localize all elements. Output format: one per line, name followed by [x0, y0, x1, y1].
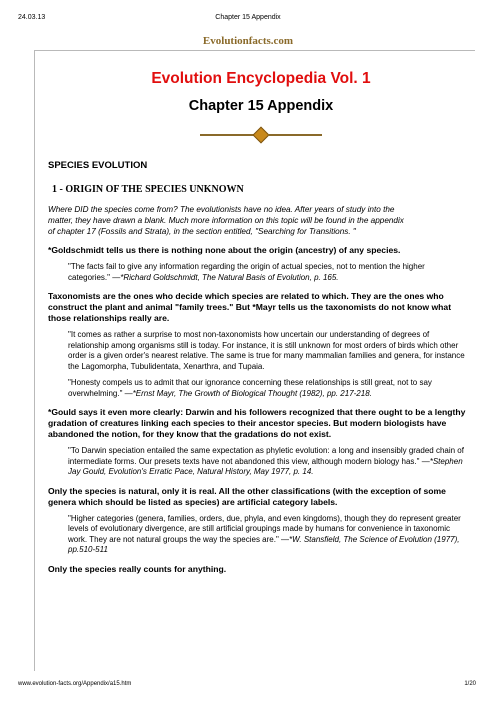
- divider-line-right: [268, 134, 322, 136]
- site-name[interactable]: Evolutionfacts.com: [202, 35, 294, 47]
- quote-mayr-2: [68, 378, 468, 399]
- quote-citation: *W. Stansfield, The Science of Evolution (1977), pp.510-511: [68, 534, 460, 554]
- divider-line-left: [200, 134, 254, 136]
- paragraph-taxonomists: Taxonomists are the ones who decide which species are related to which. They are the ones who construct the plant and animal "family trees." But *Mayr tells us the taxonomists do not know what those relationships really are.: [48, 291, 452, 323]
- quote-goldschmidt: [68, 262, 468, 283]
- intro-line: of chapter 17 (Fossils and Strata), in the section entitled, "Searching for Transitions. ": [48, 227, 356, 236]
- quote-text: "Honesty compels us to admit that our ignorance concerning these relationships is still great, not to say overwhelming." —: [68, 378, 432, 398]
- subsection-heading: 1 - ORIGIN OF THE SPECIES UNKNOWN: [52, 184, 244, 195]
- section-heading: SPECIES EVOLUTION: [48, 160, 148, 171]
- quote-gould: [68, 446, 468, 478]
- diamond-icon: [253, 127, 270, 144]
- intro-line: matter, they have drawn a blank. Much more information on this topic will be found in the appendix: [48, 216, 404, 225]
- quote-text: "To Darwin speciation entailed the same expectation as phyletic evolution: a long and insensibly graded chain of intermediate forms. Our presets texts have not abandoned this view, although modern biology has." —: [68, 446, 464, 466]
- paragraph-goldschmidt: *Goldschmidt tells us there is nothing none about the origin (ancestry) of any species.: [48, 245, 401, 255]
- print-header-title: Chapter 15 Appendix: [215, 14, 281, 21]
- page-number: 1/20: [464, 681, 476, 687]
- paragraph-species-natural: Only the species is natural, only it is real. All the other classifications (with the exception of some genera which should be listed as species) are artificial category labels.: [48, 485, 446, 507]
- quote-mayr-1: "It comes as rather a surprise to most non-taxonomists how uncertain our understanding of degrees of relationship among organisms still is today. For instance, it is still unknown for most orders of birds which other order is a given order's nearest relative. The same is true for many mammalian families and genera, for instance the Lagomorpha, Tubulidentata, Xenarthra, and Tupaia.: [68, 330, 465, 371]
- print-date: 24.03.13: [18, 14, 46, 21]
- encyclopedia-title: Evolution Encyclopedia Vol. 1: [151, 70, 371, 87]
- quote-text: "The facts fail to give any information regarding the origin of actual species, not to mention the higher categories." —: [68, 262, 425, 282]
- article: [48, 70, 474, 575]
- divider-ornament: [200, 128, 322, 142]
- footer-url[interactable]: www.evolution-facts.org/Appendix/a15.htm: [18, 681, 132, 687]
- intro-line: Where DID the species come from? The evolutionists have no idea. After years of study into the: [48, 205, 395, 214]
- intro-paragraph: [48, 204, 474, 237]
- quote-citation: *Stephen Jay Gould, Evolution's Erratic Pace, Natural History, May 1977, p. 14.: [68, 456, 463, 476]
- quote-citation: *Richard Goldschmidt, The Natural Basis of Evolution, p. 165.: [120, 272, 339, 282]
- paragraph-gould: *Gould says it even more clearly: Darwin and his followers recognized that there ought to be a lengthy gradation of creatures linking each species to their ancestor species. But modern biologists have abandoned the notion, for they know that the gradations do not exist.: [48, 407, 466, 439]
- quote-stansfield: [68, 514, 468, 556]
- chapter-title: Chapter 15 Appendix: [188, 98, 334, 114]
- paragraph-species-counts: Only the species really counts for anything.: [48, 563, 227, 574]
- quote-citation: *Ernst Mayr, The Growth of Biological Thought (1982), pp. 217-218.: [132, 388, 372, 398]
- quote-text: "Higher categories (genera, families, orders, due, phyla, and even kingdoms), though they do represent greater levels of evolutionary divergence, are still artificial groupings made by humans for convenience in taxonomic work. They are not natural groups the way the species are." —: [68, 513, 461, 544]
